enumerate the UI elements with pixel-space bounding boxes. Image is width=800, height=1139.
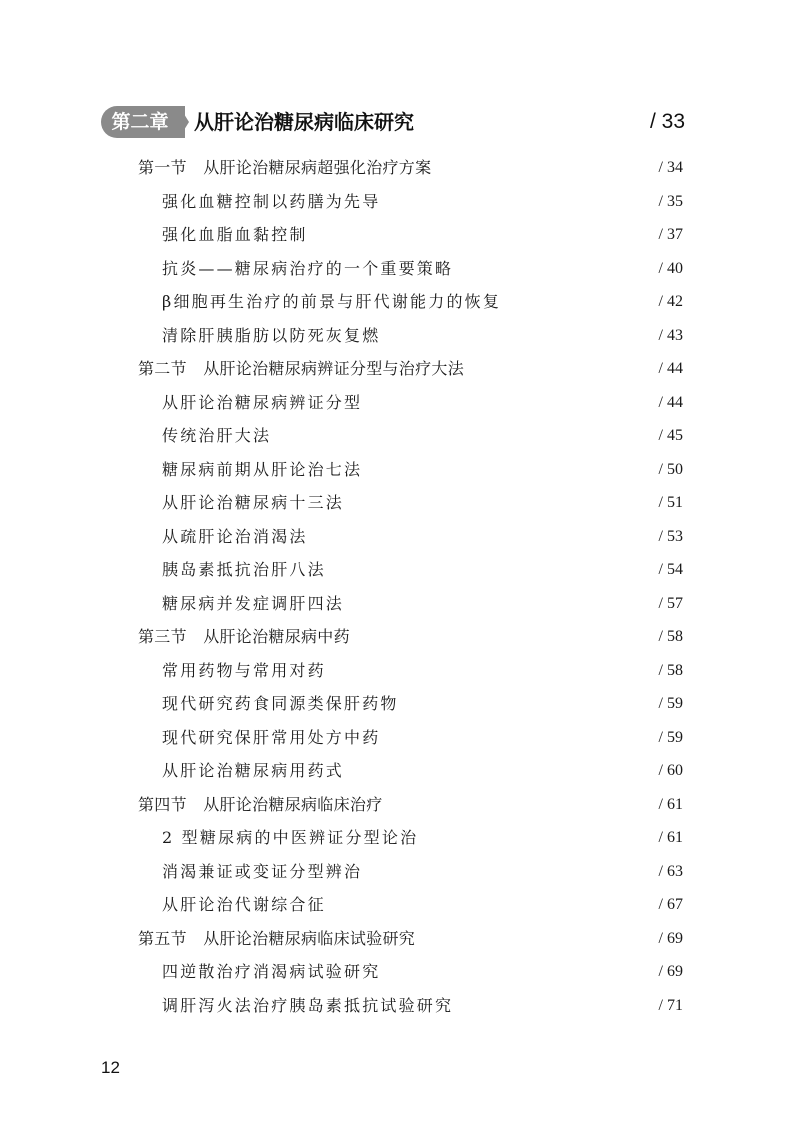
toc-page-ref: / 61 [658, 829, 683, 846]
toc-entry[interactable] [0, 520, 800, 554]
toc-page-ref: / 69 [658, 929, 683, 947]
toc-page-ref: / 63 [658, 862, 683, 880]
toc-title: 第三节 从肝论治糖尿病中药 [138, 627, 350, 646]
toc-title: 抗炎——糖尿病治疗的一个重要策略 [162, 258, 454, 278]
toc-page-ref: / 45 [658, 427, 683, 444]
toc-page-ref: / 59 [658, 695, 683, 712]
toc-title: 从肝论治糖尿病辨证分型 [162, 392, 363, 412]
toc-title: 传统治肝大法 [162, 426, 272, 445]
toc-section[interactable] [0, 788, 800, 822]
toc-title: 从肝论治糖尿病用药式 [162, 761, 345, 780]
toc-title: 调肝泻火法治疗胰岛素抵抗试验研究 [162, 995, 454, 1015]
toc-page-ref: / 44 [658, 393, 683, 411]
chapter-heading [101, 104, 685, 140]
toc-entry[interactable] [0, 721, 800, 755]
toc-entry[interactable] [0, 419, 800, 453]
toc-entry[interactable] [0, 654, 800, 688]
toc-title: 糖尿病前期从肝论治七法 [162, 459, 363, 479]
toc-page-ref: / 50 [658, 460, 683, 478]
toc-title: 现代研究药食同源类保肝药物 [162, 694, 399, 713]
toc-entry[interactable] [0, 252, 800, 286]
toc-page-ref: / 60 [658, 762, 683, 779]
toc-title: β细胞再生治疗的前景与肝代谢能力的恢复 [162, 292, 502, 311]
toc-title: 胰岛素抵抗治肝八法 [162, 560, 326, 579]
toc-entry[interactable] [0, 386, 800, 420]
toc-title: 从疏肝论治消渴法 [162, 526, 308, 546]
toc-entry[interactable] [0, 486, 800, 520]
toc-page-ref: / 44 [658, 360, 683, 377]
toc-entry[interactable] [0, 687, 800, 721]
toc-entry[interactable] [0, 821, 800, 855]
toc-section[interactable] [0, 922, 800, 956]
toc-entry[interactable] [0, 989, 800, 1023]
chapter-page-ref: / 33 [649, 110, 685, 133]
toc-title: 四逆散治疗消渴病试验研究 [162, 962, 381, 981]
toc-title: 从肝论治糖尿病十三法 [162, 493, 345, 512]
toc-title: 第四节 从肝论治糖尿病临床治疗 [138, 794, 383, 814]
toc-page-ref: / 69 [658, 963, 683, 980]
toc-entry[interactable] [0, 218, 800, 252]
page-number: 12 [101, 1058, 120, 1077]
table-of-contents [0, 151, 800, 1022]
toc-entry[interactable] [0, 185, 800, 219]
toc-page-ref: / 59 [658, 728, 683, 746]
toc-title: 第二节 从肝论治糖尿病辨证分型与治疗大法 [138, 359, 465, 378]
toc-title: 现代研究保肝常用处方中药 [162, 727, 381, 747]
toc-title: 2 型糖尿病的中医辨证分型论治 [162, 828, 419, 847]
toc-title: 消渴兼证或变证分型辨治 [162, 861, 363, 881]
toc-page-ref: / 57 [658, 594, 683, 612]
toc-entry[interactable] [0, 285, 800, 319]
toc-page-ref: / 71 [658, 996, 683, 1014]
toc-page-ref: / 37 [658, 226, 683, 243]
toc-entry[interactable] [0, 754, 800, 788]
toc-page-ref: / 53 [658, 527, 683, 545]
chapter-badge-arrow [179, 106, 189, 138]
toc-page-ref: / 40 [658, 259, 683, 277]
toc-page-ref: / 54 [658, 561, 683, 578]
toc-page-ref: / 35 [658, 192, 683, 210]
toc-entry[interactable] [0, 453, 800, 487]
toc-entry[interactable] [0, 888, 800, 922]
toc-page-ref: / 51 [658, 494, 683, 511]
toc-title: 清除肝胰脂肪以防死灰复燃 [162, 325, 381, 345]
toc-page-ref: / 67 [658, 896, 683, 913]
toc-entry[interactable] [0, 855, 800, 889]
toc-title: 从肝论治代谢综合征 [162, 895, 326, 914]
toc-entry[interactable] [0, 319, 800, 353]
toc-entry[interactable] [0, 553, 800, 587]
toc-title: 第一节 从肝论治糖尿病超强化治疗方案 [138, 158, 432, 177]
toc-title: 常用药物与常用对药 [162, 660, 326, 680]
toc-section[interactable] [0, 151, 800, 185]
toc-title: 强化血脂血黏控制 [162, 225, 308, 244]
toc-page-ref: / 43 [658, 326, 683, 344]
chapter-badge: 第二章 [101, 106, 185, 138]
toc-section[interactable] [0, 352, 800, 386]
chapter-title: 从肝论治糖尿病临床研究 [194, 110, 414, 134]
toc-page-ref: / 58 [658, 628, 683, 645]
toc-page-ref: / 42 [658, 293, 683, 310]
toc-section[interactable] [0, 620, 800, 654]
toc-title: 第五节 从肝论治糖尿病临床试验研究 [138, 928, 416, 948]
toc-page-ref: / 61 [658, 795, 683, 813]
toc-page-ref: / 58 [658, 661, 683, 679]
toc-entry[interactable] [0, 955, 800, 989]
toc-page-ref: / 34 [658, 159, 683, 176]
toc-title: 强化血糖控制以药膳为先导 [162, 191, 381, 211]
toc-title: 糖尿病并发症调肝四法 [162, 593, 345, 613]
toc-entry[interactable] [0, 587, 800, 621]
